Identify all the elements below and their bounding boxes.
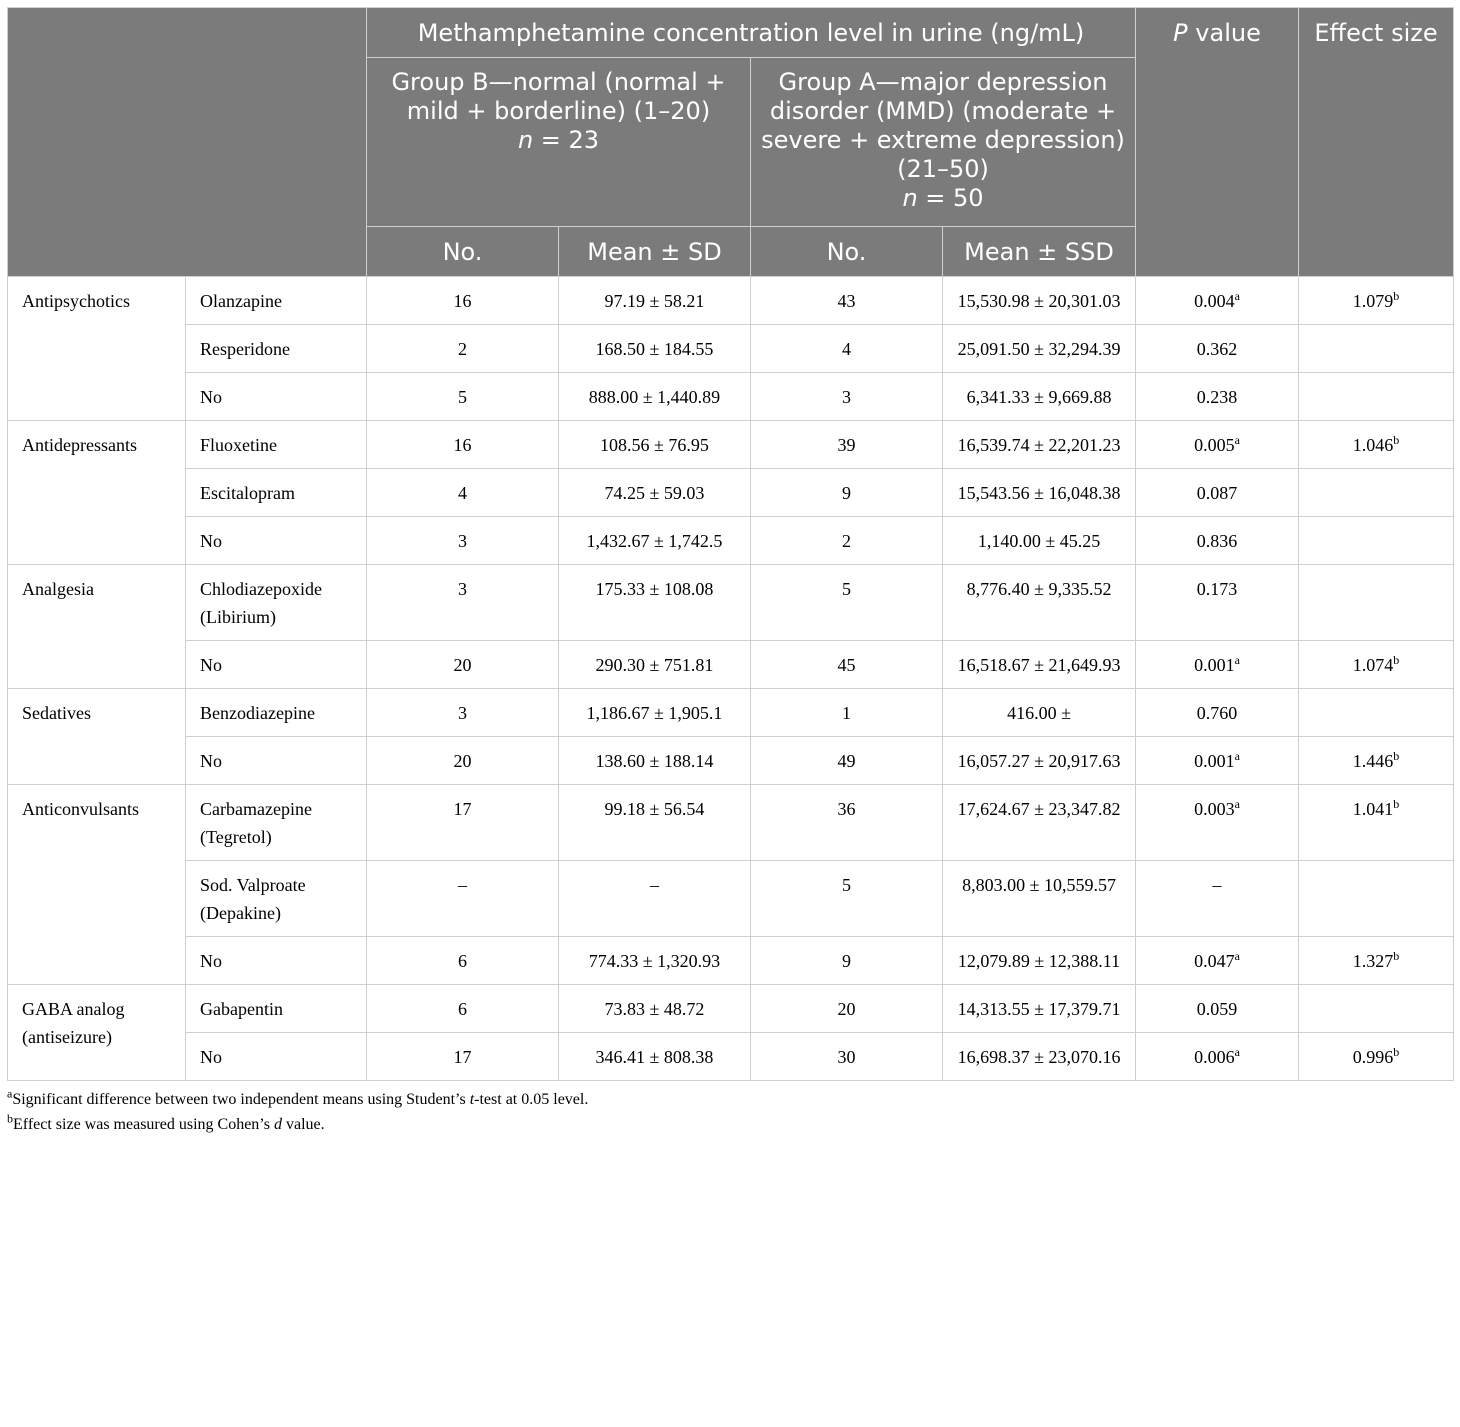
group-a-count-cell: 5 [751,861,943,937]
header-no-a: No. [751,227,943,277]
effect-size-value: 1.041 [1352,799,1394,819]
effect-size-cell [1299,937,1454,985]
p-value: 0.760 [1196,703,1238,723]
group-b-mean-cell: 138.60 ± 188.14 [559,737,751,785]
effect-size-cell [1299,325,1454,373]
p-value: 0.005 [1194,435,1235,455]
group-b-count-cell: 20 [367,737,559,785]
header-group-b-n: n [517,126,534,154]
effect-size-value: 1.079 [1352,291,1394,311]
group-a-mean-cell: 25,091.50 ± 32,294.39 [943,325,1136,373]
header-group-a-label: Group A—major depression disorder (MMD) (moderate + severe + extreme depression) (21–50) [761,68,1125,183]
p-value: 0.003 [1194,799,1235,819]
effect-size-value: 0.996 [1352,1047,1394,1067]
drug-cell: Carbamazepine (Tegretol) [186,785,367,861]
p-value: 0.173 [1196,579,1238,599]
group-a-mean-cell: 16,539.74 ± 22,201.23 [943,421,1136,469]
table-row [8,421,1454,469]
group-b-mean-cell: 774.33 ± 1,320.93 [559,937,751,985]
drug-cell: No [186,373,367,421]
drug-cell: Sod. Valproate (Depakine) [186,861,367,937]
table-row [8,937,1454,985]
effect-size-footnote-marker: b [1393,433,1400,447]
group-b-mean-cell: 99.18 ± 56.54 [559,785,751,861]
effect-size-cell [1299,785,1454,861]
p-value-footnote-marker: a [1234,797,1240,811]
p-value-cell [1136,641,1299,689]
group-b-mean-cell: – [559,861,751,937]
table-row [8,689,1454,737]
group-b-count-cell: 17 [367,1033,559,1081]
table-row [8,785,1454,861]
effect-size-footnote-marker: b [1393,653,1400,667]
group-b-mean-cell: 175.33 ± 108.08 [559,565,751,641]
p-value-footnote-marker: a [1234,949,1240,963]
category-cell: GABA analog (antiseizure) [8,985,186,1081]
header-p-value [1136,8,1299,277]
p-value-cell [1136,565,1299,641]
effect-size-cell [1299,469,1454,517]
category-cell: Analgesia [8,565,186,689]
p-value-cell [1136,785,1299,861]
group-b-count-cell: 16 [367,421,559,469]
p-value: 0.047 [1194,951,1235,971]
p-value-cell [1136,985,1299,1033]
group-a-count-cell: 9 [751,469,943,517]
header-p-rest: value [1187,19,1261,47]
group-b-count-cell: 2 [367,325,559,373]
group-a-mean-cell: 15,530.98 ± 20,301.03 [943,277,1136,325]
header-blank [8,8,367,277]
footnote-b-marker: b [7,1111,13,1126]
footnote-a-marker: a [7,1086,13,1101]
group-b-count-cell: – [367,861,559,937]
footnote-b-text: Effect size was measured using Cohen’s [13,1116,274,1133]
group-b-count-cell: 16 [367,277,559,325]
effect-size-cell [1299,421,1454,469]
table-body [8,277,1454,1081]
p-value: 0.238 [1196,387,1238,407]
group-a-count-cell: 1 [751,689,943,737]
group-b-count-cell: 3 [367,689,559,737]
effect-size-value: 1.046 [1352,435,1394,455]
effect-size-value: 1.074 [1352,655,1394,675]
table-row [8,985,1454,1033]
group-b-count-cell: 3 [367,517,559,565]
footnote-a [7,1087,1453,1112]
effect-size-cell [1299,737,1454,785]
group-a-count-cell: 20 [751,985,943,1033]
header-group-a-n: n [902,184,918,212]
results-table [7,7,1454,1081]
effect-size-cell [1299,517,1454,565]
group-b-count-cell: 4 [367,469,559,517]
group-b-mean-cell: 1,186.67 ± 1,905.1 [559,689,751,737]
table-row [8,277,1454,325]
footnotes [7,1087,1453,1137]
p-value-footnote-marker: a [1234,749,1240,763]
p-value-cell [1136,373,1299,421]
p-value-footnote-marker: a [1234,433,1240,447]
p-value-cell [1136,517,1299,565]
drug-cell: No [186,517,367,565]
p-value-cell [1136,277,1299,325]
p-value-cell [1136,861,1299,937]
category-cell: Antidepressants [8,421,186,565]
effect-size-cell [1299,641,1454,689]
p-value-cell [1136,1033,1299,1081]
group-b-mean-cell: 97.19 ± 58.21 [559,277,751,325]
header-group-a [751,58,1136,227]
p-value-cell [1136,737,1299,785]
drug-cell: No [186,641,367,689]
group-a-mean-cell: 17,624.67 ± 23,347.82 [943,785,1136,861]
table-row [8,517,1454,565]
group-a-count-cell: 5 [751,565,943,641]
table-row [8,325,1454,373]
p-value-cell [1136,689,1299,737]
effect-size-cell [1299,861,1454,937]
table-row [8,737,1454,785]
header-main: Methamphetamine concentration level in urine (ng/mL) [367,8,1136,58]
group-b-mean-cell: 1,432.67 ± 1,742.5 [559,517,751,565]
p-value: 0.362 [1196,339,1238,359]
group-b-mean-cell: 290.30 ± 751.81 [559,641,751,689]
category-cell: Sedatives [8,689,186,785]
footnote-b-italic: d [273,1116,282,1133]
group-a-count-cell: 36 [751,785,943,861]
group-b-mean-cell: 168.50 ± 184.55 [559,325,751,373]
header-group-b-n-value: = 23 [533,126,600,154]
header-mean-a: Mean ± SSD [943,227,1136,277]
group-a-count-cell: 9 [751,937,943,985]
drug-cell: Resperidone [186,325,367,373]
group-b-count-cell: 17 [367,785,559,861]
p-value-footnote-marker: a [1234,653,1240,667]
group-a-count-cell: 43 [751,277,943,325]
header-effect-size: Effect size [1299,8,1454,277]
p-value-footnote-marker: a [1234,1045,1240,1059]
p-value-footnote-marker: a [1234,289,1240,303]
p-value: 0.059 [1196,999,1238,1019]
effect-size-cell [1299,565,1454,641]
group-a-mean-cell: 1,140.00 ± 45.25 [943,517,1136,565]
drug-cell: Escitalopram [186,469,367,517]
table-row [8,641,1454,689]
p-value: 0.006 [1194,1047,1235,1067]
group-a-mean-cell: 8,803.00 ± 10,559.57 [943,861,1136,937]
group-b-mean-cell: 888.00 ± 1,440.89 [559,373,751,421]
effect-size-value: 1.446 [1352,751,1394,771]
effect-size-value: 1.327 [1352,951,1394,971]
group-b-count-cell: 5 [367,373,559,421]
header-group-a-n-value: = 50 [917,184,984,212]
p-value: 0.004 [1194,291,1235,311]
group-a-mean-cell: 8,776.40 ± 9,335.52 [943,565,1136,641]
p-value-cell [1136,325,1299,373]
drug-cell: Benzodiazepine [186,689,367,737]
group-b-count-cell: 6 [367,937,559,985]
effect-size-cell [1299,277,1454,325]
group-a-count-cell: 45 [751,641,943,689]
effect-size-footnote-marker: b [1393,1045,1400,1059]
group-a-mean-cell: 6,341.33 ± 9,669.88 [943,373,1136,421]
effect-size-footnote-marker: b [1393,949,1400,963]
p-value: 0.836 [1196,531,1238,551]
footnote-b [7,1112,1453,1137]
footnote-a-text-end: -test at 0.05 level. [474,1091,589,1108]
group-a-count-cell: 4 [751,325,943,373]
drug-cell: No [186,1033,367,1081]
p-value: 0.001 [1194,655,1235,675]
effect-size-cell [1299,689,1454,737]
header-group-b-label: Group B—normal (normal + mild + borderline) (1–20) [391,68,726,125]
group-b-count-cell: 6 [367,985,559,1033]
p-value-cell [1136,421,1299,469]
group-b-mean-cell: 74.25 ± 59.03 [559,469,751,517]
footnote-a-text: Significant difference between two independent means using Student’s [12,1091,470,1108]
group-a-count-cell: 30 [751,1033,943,1081]
header-mean-b: Mean ± SD [559,227,751,277]
group-a-mean-cell: 15,543.56 ± 16,048.38 [943,469,1136,517]
p-value: 0.087 [1196,483,1238,503]
group-a-count-cell: 39 [751,421,943,469]
effect-size-cell [1299,1033,1454,1081]
drug-cell: Gabapentin [186,985,367,1033]
table-row [8,861,1454,937]
p-value: – [1212,875,1222,895]
effect-size-footnote-marker: b [1393,797,1400,811]
effect-size-cell [1299,373,1454,421]
effect-size-footnote-marker: b [1393,749,1400,763]
group-b-mean-cell: 346.41 ± 808.38 [559,1033,751,1081]
group-a-count-cell: 3 [751,373,943,421]
p-value-cell [1136,937,1299,985]
footnote-a-italic: t [469,1091,475,1108]
p-value-cell [1136,469,1299,517]
group-b-count-cell: 3 [367,565,559,641]
table-header [8,8,1454,277]
results-table-container [7,7,1453,1137]
drug-cell: Chlodiazepoxide (Libirium) [186,565,367,641]
group-a-mean-cell: 14,313.55 ± 17,379.71 [943,985,1136,1033]
table-row [8,1033,1454,1081]
drug-cell: No [186,937,367,985]
effect-size-footnote-marker: b [1393,289,1400,303]
group-a-count-cell: 49 [751,737,943,785]
group-a-mean-cell: 16,698.37 ± 23,070.16 [943,1033,1136,1081]
footnote-b-text-end: value. [281,1116,325,1133]
category-cell: Antipsychotics [8,277,186,421]
group-a-count-cell: 2 [751,517,943,565]
group-b-count-cell: 20 [367,641,559,689]
group-a-mean-cell: 16,518.67 ± 21,649.93 [943,641,1136,689]
effect-size-cell [1299,985,1454,1033]
header-group-b [367,58,751,227]
drug-cell: Olanzapine [186,277,367,325]
group-a-mean-cell: 416.00 ± [943,689,1136,737]
header-no-b: No. [367,227,559,277]
group-a-mean-cell: 12,079.89 ± 12,388.11 [943,937,1136,985]
drug-cell: No [186,737,367,785]
p-value: 0.001 [1194,751,1235,771]
group-b-mean-cell: 108.56 ± 76.95 [559,421,751,469]
table-row [8,469,1454,517]
category-cell: Anticonvulsants [8,785,186,985]
drug-cell: Fluoxetine [186,421,367,469]
table-row [8,373,1454,421]
group-b-mean-cell: 73.83 ± 48.72 [559,985,751,1033]
group-a-mean-cell: 16,057.27 ± 20,917.63 [943,737,1136,785]
table-row [8,565,1454,641]
header-p-italic: P [1173,19,1188,47]
